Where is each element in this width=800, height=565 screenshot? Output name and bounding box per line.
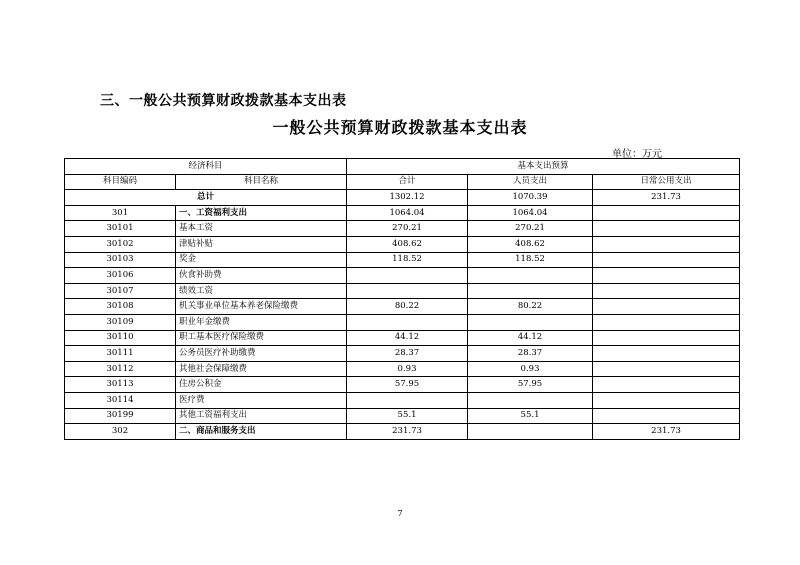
total-public: 231.73 xyxy=(593,190,740,206)
total-personnel: 1070.39 xyxy=(468,190,593,206)
public-amount xyxy=(593,205,740,221)
subject-code: 301 xyxy=(65,205,176,221)
total-amount xyxy=(347,314,468,330)
header-public: 日常公用支出 xyxy=(593,174,740,190)
personnel-amount xyxy=(468,392,593,408)
subject-code: 30113 xyxy=(65,377,176,393)
public-amount xyxy=(593,283,740,299)
public-amount xyxy=(593,236,740,252)
subject-code: 30109 xyxy=(65,314,176,330)
subject-code: 30102 xyxy=(65,236,176,252)
header-total: 合计 xyxy=(347,174,468,190)
subject-code: 30103 xyxy=(65,252,176,268)
section-heading: 三、一般公共预算财政拨款基本支出表 xyxy=(100,93,347,109)
table-row xyxy=(65,205,740,221)
header-column-row xyxy=(65,174,740,190)
total-amount: 44.12 xyxy=(347,330,468,346)
total-amount: 1064.04 xyxy=(347,205,468,221)
subject-name: 伙食补助费 xyxy=(176,268,347,284)
total-amount: 57.95 xyxy=(347,377,468,393)
personnel-amount: 28.37 xyxy=(468,346,593,362)
subject-name: 一、工资福利支出 xyxy=(176,205,347,221)
total-row xyxy=(65,190,740,206)
subject-name: 职工基本医疗保险缴费 xyxy=(176,330,347,346)
subject-name: 奖金 xyxy=(176,252,347,268)
header-personnel: 人员支出 xyxy=(468,174,593,190)
personnel-amount xyxy=(468,268,593,284)
public-amount xyxy=(593,299,740,315)
public-amount xyxy=(593,361,740,377)
public-amount xyxy=(593,408,740,424)
subject-code: 30110 xyxy=(65,330,176,346)
subject-name: 职业年金缴费 xyxy=(176,314,347,330)
public-amount xyxy=(593,252,740,268)
total-amount xyxy=(347,392,468,408)
public-amount xyxy=(593,221,740,237)
page-title: 一般公共预算财政拨款基本支出表 xyxy=(272,118,528,137)
subject-code: 30108 xyxy=(65,299,176,315)
public-amount xyxy=(593,268,740,284)
total-amount: 231.73 xyxy=(347,424,468,440)
public-amount xyxy=(593,330,740,346)
table-row xyxy=(65,408,740,424)
table-row xyxy=(65,361,740,377)
personnel-amount xyxy=(468,283,593,299)
personnel-amount: 57.95 xyxy=(468,377,593,393)
subject-name: 二、商品和服务支出 xyxy=(176,424,347,440)
personnel-amount xyxy=(468,314,593,330)
subject-name: 机关事业单位基本养老保险缴费 xyxy=(176,299,347,315)
budget-table xyxy=(64,158,740,440)
personnel-amount: 55.1 xyxy=(468,408,593,424)
total-amount: 28.37 xyxy=(347,346,468,362)
page-number: 7 xyxy=(397,509,403,518)
subject-name: 基本工资 xyxy=(176,221,347,237)
public-amount xyxy=(593,392,740,408)
subject-code: 30112 xyxy=(65,361,176,377)
subject-code: 30107 xyxy=(65,283,176,299)
personnel-amount: 44.12 xyxy=(468,330,593,346)
personnel-amount: 1064.04 xyxy=(468,205,593,221)
subject-name: 住房公积金 xyxy=(176,377,347,393)
table-row xyxy=(65,392,740,408)
header-basic-budget: 基本支出预算 xyxy=(347,159,740,175)
public-amount xyxy=(593,314,740,330)
public-amount: 231.73 xyxy=(593,424,740,440)
subject-code: 30106 xyxy=(65,268,176,284)
total-label: 总计 xyxy=(65,190,347,206)
total-amount: 55.1 xyxy=(347,408,468,424)
personnel-amount: 80.22 xyxy=(468,299,593,315)
subject-name: 公务员医疗补助缴费 xyxy=(176,346,347,362)
table-row xyxy=(65,252,740,268)
subject-name: 医疗费 xyxy=(176,392,347,408)
table-row xyxy=(65,299,740,315)
subject-code: 30114 xyxy=(65,392,176,408)
personnel-amount: 408.62 xyxy=(468,236,593,252)
subject-code: 30111 xyxy=(65,346,176,362)
subject-code: 302 xyxy=(65,424,176,440)
table-row xyxy=(65,283,740,299)
personnel-amount: 0.93 xyxy=(468,361,593,377)
total-amount: 270.21 xyxy=(347,221,468,237)
personnel-amount: 118.52 xyxy=(468,252,593,268)
unit-label: 单位：万元 xyxy=(612,149,662,160)
public-amount xyxy=(593,377,740,393)
total-amount: 1302.12 xyxy=(347,190,468,206)
table-row xyxy=(65,268,740,284)
total-amount: 408.62 xyxy=(347,236,468,252)
total-amount: 118.52 xyxy=(347,252,468,268)
subject-name: 津贴补贴 xyxy=(176,236,347,252)
personnel-amount: 270.21 xyxy=(468,221,593,237)
table-row xyxy=(65,314,740,330)
table-row xyxy=(65,377,740,393)
subject-code: 30199 xyxy=(65,408,176,424)
personnel-amount xyxy=(468,424,593,440)
subject-name: 其他工资福利支出 xyxy=(176,408,347,424)
subject-name: 其他社会保障缴费 xyxy=(176,361,347,377)
subject-name: 绩效工资 xyxy=(176,283,347,299)
table-row xyxy=(65,221,740,237)
public-amount xyxy=(593,346,740,362)
total-amount xyxy=(347,268,468,284)
table-row xyxy=(65,236,740,252)
table-row xyxy=(65,330,740,346)
header-subject-code: 科目编码 xyxy=(65,174,176,190)
total-amount: 80.22 xyxy=(347,299,468,315)
total-amount: 0.93 xyxy=(347,361,468,377)
table-row xyxy=(65,424,740,440)
header-subject-name: 科目名称 xyxy=(176,174,347,190)
subject-code: 30101 xyxy=(65,221,176,237)
table-row xyxy=(65,346,740,362)
total-amount xyxy=(347,283,468,299)
header-economic-subject: 经济科目 xyxy=(65,159,347,175)
header-group-row xyxy=(65,159,740,175)
